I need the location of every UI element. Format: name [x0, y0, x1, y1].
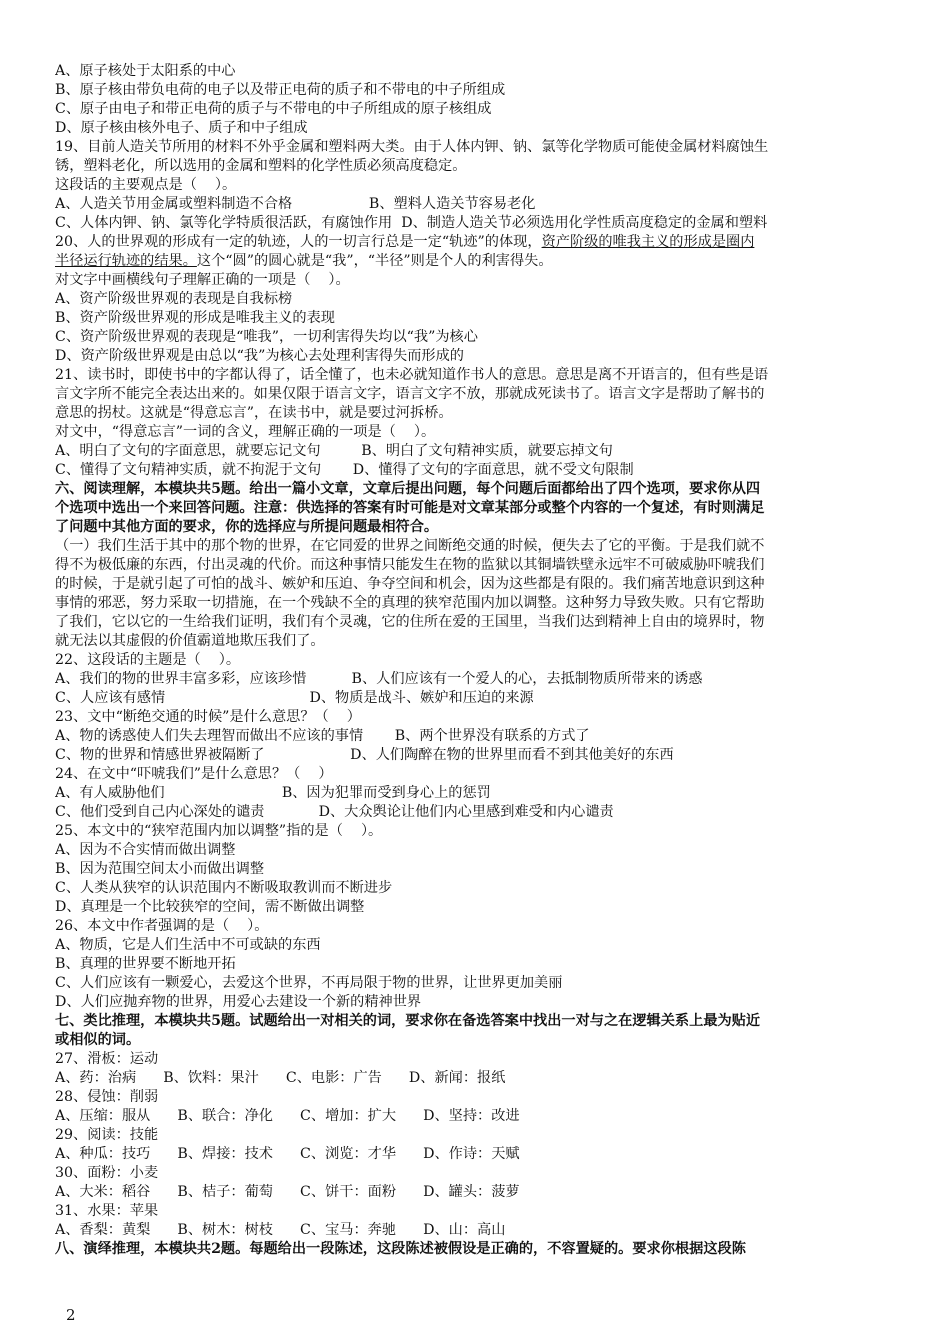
q25-option-a: A、因为不合实情而做出调整: [55, 842, 236, 858]
q20-underlined-sentence: 半径运行轨迹的结果。: [55, 253, 197, 269]
q21-text-line: 意思的拐杖。这就是“得意忘言”，在读书中，就是要过河拆桥。: [55, 405, 453, 421]
q23-options-cd: C、物的世界和情感世界被隔断了 D、人们陶醉在物的世界里而看不到其他美好的东西: [55, 747, 674, 763]
q19-options-cd: C、人体内钾、钠、氯等化学特质很活跃，有腐蚀作用 D、制造人造关节必须选用化学性质高度稳定的金属和塑料: [55, 215, 768, 231]
q18-option-b: B、原子核由带负电荷的电子以及带正电荷的质子和不带电的中子所组成: [55, 82, 506, 98]
q27-options: A、药：治病 B、饮料：果汁 C、电影：广告 D、新闻：报纸: [55, 1070, 506, 1086]
q19-text-line: 锈，塑料老化，所以选用的金属和塑料的化学性质必须高度稳定。: [55, 158, 467, 174]
q22-stem: 22、这段话的主题是（ ）。: [55, 652, 241, 668]
q20-option-d: D、资产阶级世界观是由总以“我”为核心去处理利害得失而形成的: [55, 348, 464, 364]
q25-stem: 25、本文中的“狭窄范围内加以调整”指的是（ ）。: [55, 823, 383, 839]
q20-option-c: C、资产阶级世界观的表现是“唯我”，一切利害得失均以“我”为核心: [55, 329, 478, 345]
q19-question: 这段话的主要观点是（ ）。: [55, 177, 237, 193]
q21-question: 对文中，“得意忘言”一词的含义，理解正确的一项是（ ）。: [55, 424, 436, 440]
section-8-heading: 八、演绎推理，本模块共2题。每题给出一段陈述，这段陈述被假设是正确的，不容置疑的。要求你根据这段陈: [55, 1241, 746, 1257]
q26-option-d: D、人们应抛弃物的世界，用爱心去建设一个新的精神世界: [55, 994, 422, 1010]
q21-options-ab: A、明白了文句的字面意思，就要忘记文句 B、明白了文句精神实质，就要忘掉文句: [55, 443, 613, 459]
q21-text-line: 21、读书时，即使书中的字都认得了，话全懂了，也未必就知道作书人的意思。意思是离不开语言的，但有些是语: [55, 367, 769, 383]
q24-options-cd: C、他们受到自己内心深处的谴责 D、大众舆论让他们内心里感到难受和内心谴责: [55, 804, 614, 820]
q18-option-d: D、原子核由核外电子、质子和中子组成: [55, 120, 308, 136]
q20-underlined-sentence: 资产阶级的唯我主义的形成是圈内: [541, 234, 755, 250]
q22-options-ab: A、我们的物的世界丰富多彩，应该珍惜 B、人们应该有一个爱人的心，去抵制物质所带来的诱惑: [55, 671, 703, 687]
q20-text-line: 半径运行轨迹的结果。这个“圆”的圆心就是“我”，“半径”则是个人的利害得失。: [55, 253, 553, 269]
q29-options: A、种瓜：技巧 B、焊接：技术 C、浏览：才华 D、作诗：天赋: [55, 1146, 520, 1162]
q21-options-cd: C、懂得了文句精神实质，就不拘泥于文句 D、懂得了文句的字面意思，就不受文句限制: [55, 462, 634, 478]
q26-option-a: A、物质，它是人们生活中不可或缺的东西: [55, 937, 321, 953]
q18-option-c: C、原子由电子和带正电荷的质子与不带电的中子所组成的原子核组成: [55, 101, 492, 117]
q31-options: A、香梨：黄梨 B、树木：树枝 C、宝马：奔驰 D、山：高山: [55, 1222, 506, 1238]
q19-text-line: 19、目前人造关节所用的材料不外乎金属和塑料两大类。由于人体内钾、钠、氯等化学物质可能使金属材料腐蚀生: [55, 139, 769, 155]
q28-options: A、压缩：服从 B、联合：净化 C、增加：扩大 D、坚持：改进: [55, 1108, 520, 1124]
q23-stem: 23、文中“断绝交通的时候”是什么意思？（ ）: [55, 709, 361, 725]
q26-option-b: B、真理的世界要不断地开拓: [55, 956, 236, 972]
q26-stem: 26、本文中作者强调的是（ ）。: [55, 918, 269, 934]
q20-text-line: 20、人的世界观的形成有一定的轨迹，人的一切言行总是一定“轨迹”的体现，资产阶级的唯我主义的形成是圈内: [55, 234, 755, 250]
passage-line: 事情的邪恶，努力采取一切措施，在一个残缺不全的真理的狭窄范围内加以调整。这种努力导致失败。只有它帮助: [55, 595, 765, 611]
document-page: [55, 62, 895, 1259]
q31-stem: 31、水果：苹果: [55, 1203, 159, 1219]
passage-line: 了我们，它以它的一生给我们证明，我们有个灵魂，它的住所在爱的王国里，当我们达到精神上自由的境界时，物: [55, 614, 765, 630]
q20-option-a: A、资产阶级世界观的表现是自我标榜: [55, 291, 293, 307]
section-7-heading: 七、类比推理，本模块共5题。试题给出一对相关的词，要求你在备选答案中找出一对与之在逻辑关系上最为贴近: [55, 1013, 761, 1029]
q27-stem: 27、滑板：运动: [55, 1051, 159, 1067]
q23-options-ab: A、物的诱惑使人们失去理智而做出不应该的事情 B、两个世界没有联系的方式了: [55, 728, 590, 744]
q21-text-line: 言文字所不能完全表达出来的。如果仅限于语言文字，语言文字不放，那就成死读书了。语言文字是帮助了解书的: [55, 386, 765, 402]
q28-stem: 28、侵蚀：削弱: [55, 1089, 159, 1105]
q18-option-a: A、原子核处于太阳系的中心: [55, 63, 236, 79]
passage-line: 就无法以其虚假的价值霸道地欺压我们了。: [55, 633, 325, 649]
q22-options-cd: C、人应该有感情 D、物质是战斗、嫉妒和压迫的来源: [55, 690, 534, 706]
q20-option-b: B、资产阶级世界观的形成是唯我主义的表现: [55, 310, 335, 326]
q19-options-ab: A、人造关节用金属或塑料制造不合格 B、塑料人造关节容易老化: [55, 196, 536, 212]
q25-option-b: B、因为范围空间太小而做出调整: [55, 861, 265, 877]
section-6-heading: 个选项中选出一个来回答问题。注意：供选择的答案有时可能是对文章某部分或整个内容的一个复述，有时则满足: [55, 500, 765, 516]
section-7-heading: 或相似的词。: [55, 1032, 141, 1048]
section-6-heading: 六、阅读理解，本模块共5题。给出一篇小文章，文章后提出问题，每个问题后面都给出了四个选项，要求你从四: [55, 481, 761, 497]
passage-line: 的时候，于是就引起了可怕的战斗、嫉妒和压迫、争夺空间和机会，因为这些都是有限的。我们痛苦地意识到这种: [55, 576, 765, 592]
q24-stem: 24、在文中“吓唬我们”是什么意思？（ ）: [55, 766, 333, 782]
q25-option-c: C、人类从狭窄的认识范围内不断吸取教训而不断进步: [55, 880, 393, 896]
q25-option-d: D、真理是一个比较狭窄的空间，需不断做出调整: [55, 899, 365, 915]
passage-line: 得不为极低廉的东西，付出灵魂的代价。而这种事情只能发生在物的监狱以其铜墙铁壁永远牢不可破威胁吓唬我们: [55, 557, 765, 573]
section-6-heading: 了问题中其他方面的要求，你的选择应与所提问题最相符合。: [55, 519, 439, 535]
q29-stem: 29、阅读：技能: [55, 1127, 159, 1143]
q26-option-c: C、人们应该有一颗爱心，去爱这个世界，不再局限于物的世界，让世界更加美丽: [55, 975, 563, 991]
passage-line: （一）我们生活于其中的那个物的世界，在它同爱的世界之间断绝交通的时候，便失去了它的平衡。于是我们就不: [55, 538, 765, 554]
q24-options-ab: A、有人威胁他们 B、因为犯罪而受到身心上的惩罚: [55, 785, 491, 801]
q30-options: A、大米：稻谷 B、桔子：葡萄 C、饼干：面粉 D、罐头：菠萝: [55, 1184, 520, 1200]
q30-stem: 30、面粉：小麦: [55, 1165, 159, 1181]
q20-question: 对文字中画横线句子理解正确的一项是（ ）。: [55, 272, 350, 288]
page-number: 2: [66, 1306, 76, 1324]
